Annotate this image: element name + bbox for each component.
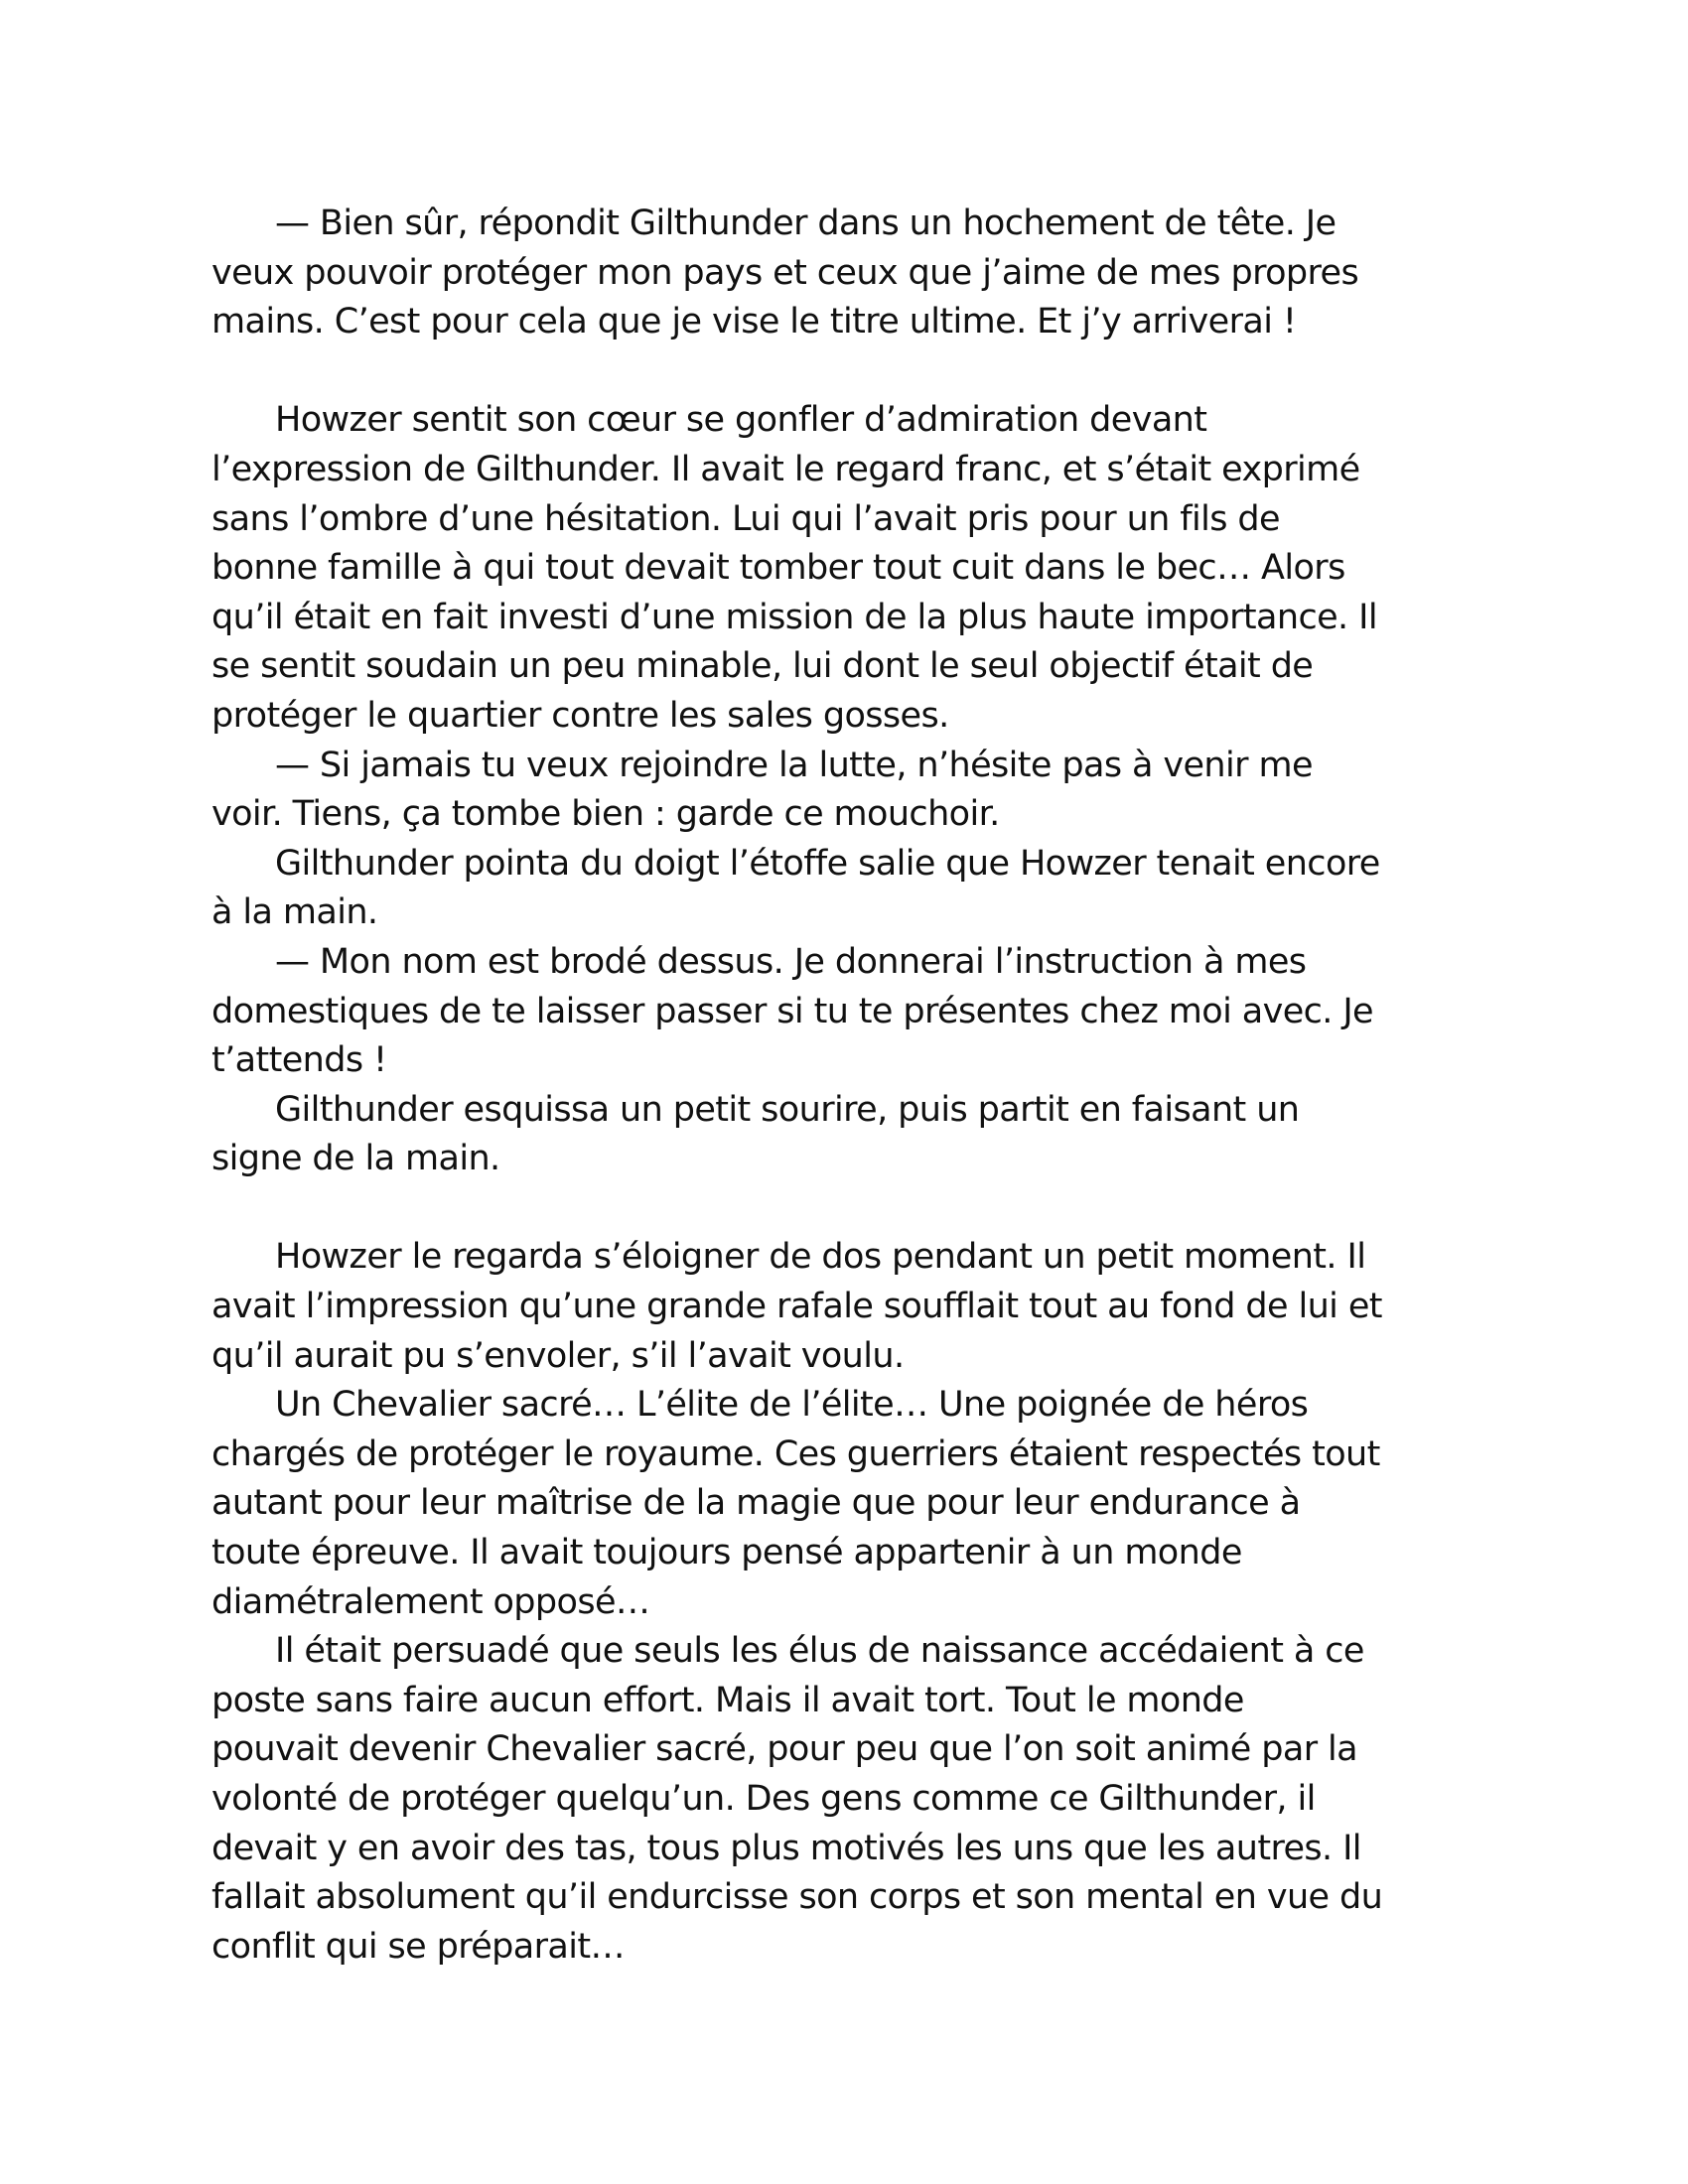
text-line: voir. Tiens, ça tombe bien : garde ce mouchoir.	[211, 794, 1000, 835]
text-line: chargés de protéger le royaume. Ces guerriers étaient respectés tout	[211, 1433, 1380, 1474]
text-line: Howzer le regarda s’éloigner de dos pendant un petit moment. Il	[275, 1237, 1366, 1278]
text-line: — Mon nom est brodé dessus. Je donnerai l’instruction à mes	[275, 941, 1307, 982]
text-line: volonté de protéger quelqu’un. Des gens comme ce Gilthunder, il	[211, 1779, 1316, 1819]
text-line: se sentit soudain un peu minable, lui dont le seul objectif était de	[211, 646, 1314, 687]
text-line: Il était persuadé que seuls les élus de naissance accédaient à ce	[275, 1631, 1364, 1672]
text-line: sans l’ombre d’une hésitation. Lui qui l’avait pris pour un fils de	[211, 498, 1280, 539]
text-line: bonne famille à qui tout devait tomber tout cuit dans le bec… Alors	[211, 548, 1345, 589]
text-line: poste sans faire aucun effort. Mais il avait tort. Tout le monde	[211, 1680, 1244, 1720]
document-page	[211, 200, 1473, 1972]
paragraph	[211, 1233, 1473, 1381]
text-line: fallait absolument qu’il endurcisse son corps et son mental en vue du	[211, 1877, 1383, 1918]
text-line: Gilthunder pointa du doigt l’étoffe salie que Howzer tenait encore	[275, 843, 1380, 884]
text-line: toute épreuve. Il avait toujours pensé appartenir à un monde	[211, 1533, 1242, 1573]
text-line: l’expression de Gilthunder. Il avait le regard franc, et s’était exprimé	[211, 449, 1360, 489]
paragraph	[211, 200, 1473, 347]
text-line: signe de la main.	[211, 1139, 500, 1179]
text-line: qu’il aurait pu s’envoler, s’il l’avait voulu.	[211, 1335, 905, 1376]
text-line: veux pouvoir protéger mon pays et ceux que j’aime de mes propres	[211, 252, 1359, 293]
paragraph	[211, 1627, 1473, 1972]
text-line: domestiques de te laisser passer si tu te présentes chez moi avec. Je	[211, 991, 1373, 1031]
text-line: pouvait devenir Chevalier sacré, pour peu que l’on soit animé par la	[211, 1729, 1358, 1770]
paragraph	[211, 938, 1473, 1086]
text-line: à la main.	[211, 892, 378, 933]
text-line: diamétralement opposé…	[211, 1581, 650, 1622]
paragraph	[211, 396, 1473, 741]
text-line: devait y en avoir des tas, tous plus motivés les uns que les autres. Il	[211, 1828, 1361, 1868]
text-line: Un Chevalier sacré… L’élite de l’élite… Une poignée de héros	[275, 1385, 1309, 1426]
text-line: conflit qui se préparait…	[211, 1926, 625, 1967]
text-line: — Si jamais tu veux rejoindre la lutte, n’hésite pas à venir me	[275, 745, 1313, 785]
paragraph-spacer	[211, 347, 1473, 397]
text-line: — Bien sûr, répondit Gilthunder dans un hochement de tête. Je	[275, 204, 1336, 243]
text-line: autant pour leur maîtrise de la magie que pour leur endurance à	[211, 1483, 1301, 1524]
text-line: Howzer sentit son cœur se gonfler d’admiration devant	[275, 400, 1207, 441]
paragraph	[211, 840, 1473, 938]
text-line: protéger le quartier contre les sales gosses.	[211, 695, 949, 736]
paragraph-spacer	[211, 1184, 1473, 1234]
text-line: t’attends !	[211, 1040, 387, 1081]
text-line: avait l’impression qu’une grande rafale soufflait tout au fond de lui et	[211, 1287, 1382, 1327]
paragraph	[211, 1086, 1473, 1184]
paragraph	[211, 742, 1473, 840]
text-line: mains. C’est pour cela que je vise le titre ultime. Et j’y arriverai !	[211, 302, 1297, 342]
text-line: qu’il était en fait investi d’une mission de la plus haute importance. Il	[211, 597, 1377, 637]
paragraph	[211, 1381, 1473, 1627]
text-line: Gilthunder esquissa un petit sourire, puis partit en faisant un	[275, 1089, 1300, 1130]
